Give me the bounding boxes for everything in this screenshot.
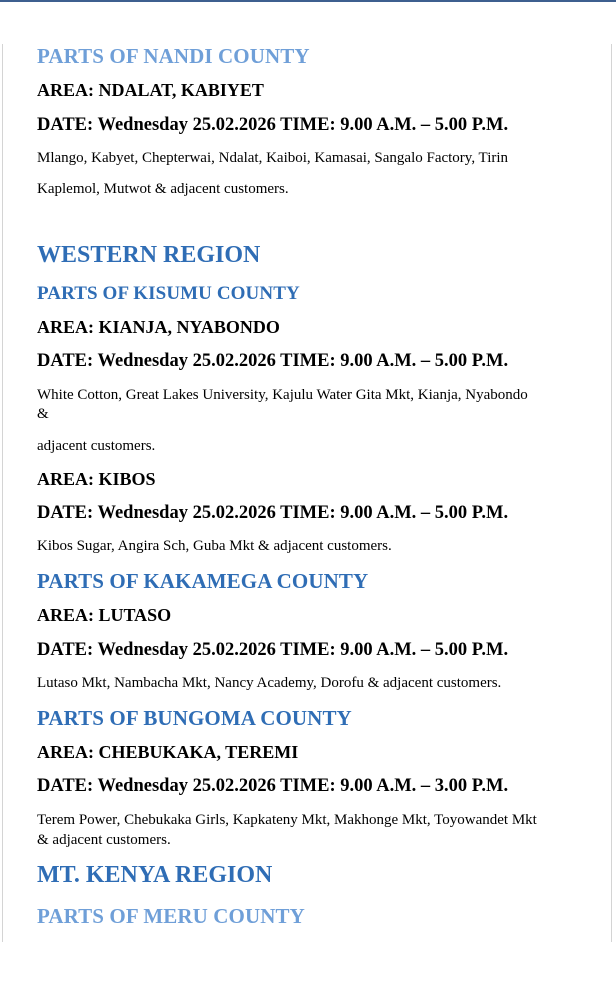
county-heading-kakamega: PARTS OF KAKAMEGA COUNTY — [37, 569, 369, 593]
customers-line-kianja-1b: & — [37, 406, 49, 422]
area-heading-ndalat: AREA: NDALAT, KABIYET — [37, 80, 264, 100]
county-heading-nandi: PARTS OF NANDI COUNTY — [37, 44, 310, 68]
county-heading-meru: PARTS OF MERU COUNTY — [37, 904, 305, 928]
document-page — [2, 44, 612, 942]
region-heading-western: WESTERN REGION — [37, 242, 261, 268]
date-line-kianja: DATE: Wednesday 25.02.2026 TIME: 9.00 A.M. – 5.00 P.M. — [37, 351, 509, 371]
area-heading-lutaso: AREA: LUTASO — [37, 605, 172, 625]
customers-line-kianja-1: White Cotton, Great Lakes University, Kajulu Water Gita Mkt, Kianja, Nyabondo — [37, 387, 528, 403]
area-heading-kibos: AREA: KIBOS — [37, 469, 156, 489]
top-border — [0, 0, 616, 2]
date-line-ndalat: DATE: Wednesday 25.02.2026 TIME: 9.00 A.M. – 5.00 P.M. — [37, 115, 509, 135]
area-heading-kianja: AREA: KIANJA, NYABONDO — [37, 317, 280, 337]
customers-line-ndalat-1: Mlango, Kabyet, Chepterwai, Ndalat, Kaiboi, Kamasai, Sangalo Factory, Tirin — [37, 150, 509, 166]
customers-line-lutaso-1: Lutaso Mkt, Nambacha Mkt, Nancy Academy, Dorofu & adjacent customers. — [37, 675, 502, 691]
county-heading-bungoma: PARTS OF BUNGOMA COUNTY — [37, 706, 352, 730]
region-heading-mt-kenya: MT. KENYA REGION — [37, 862, 273, 888]
date-line-kibos: DATE: Wednesday 25.02.2026 TIME: 9.00 A.M. – 5.00 P.M. — [37, 503, 509, 523]
customers-line-ndalat-2: Kaplemol, Mutwot & adjacent customers. — [37, 181, 289, 197]
customers-line-kianja-2: adjacent customers. — [37, 438, 156, 454]
area-heading-chebukaka: AREA: CHEBUKAKA, TEREMI — [37, 742, 299, 762]
date-line-lutaso: DATE: Wednesday 25.02.2026 TIME: 9.00 A.M. – 5.00 P.M. — [37, 640, 509, 660]
customers-line-chebukaka-2: & adjacent customers. — [37, 832, 171, 848]
customers-line-chebukaka-1: Terem Power, Chebukaka Girls, Kapkateny Mkt, Makhonge Mkt, Toyowandet Mkt — [37, 812, 537, 828]
county-heading-kisumu: PARTS OF KISUMU COUNTY — [37, 283, 300, 304]
customers-line-kibos-1: Kibos Sugar, Angira Sch, Guba Mkt & adjacent customers. — [37, 538, 392, 554]
date-line-chebukaka: DATE: Wednesday 25.02.2026 TIME: 9.00 A.M. – 3.00 P.M. — [37, 776, 509, 796]
